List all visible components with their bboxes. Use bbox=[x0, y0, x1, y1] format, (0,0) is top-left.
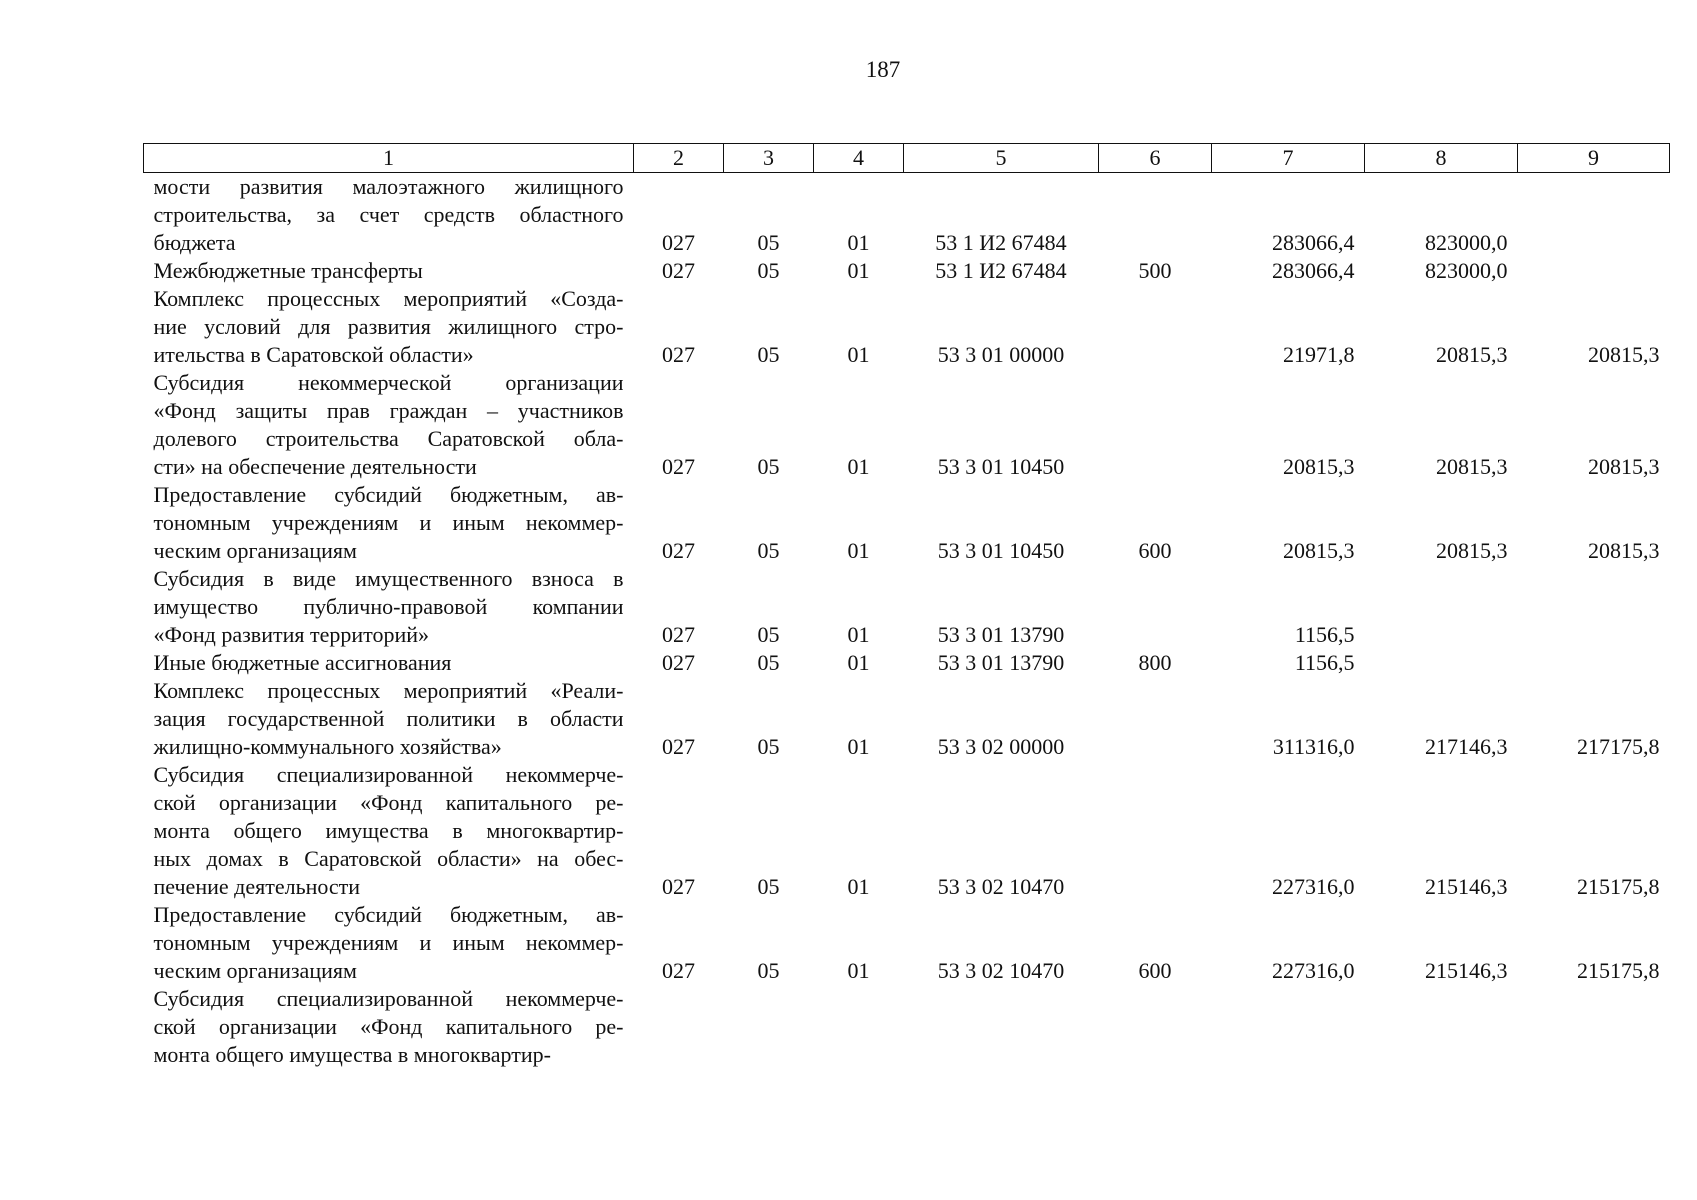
table-body bbox=[144, 173, 1670, 1070]
target-article-code: 53 3 01 13790 bbox=[937, 622, 1065, 647]
chapter-code: 027 bbox=[662, 622, 695, 647]
table-row bbox=[144, 649, 1670, 677]
expense-type-code bbox=[1099, 985, 1212, 1069]
page-number: 187 bbox=[865, 57, 901, 82]
description-line: «Фонд развития территорий» bbox=[153, 622, 429, 647]
section-code: 05 bbox=[757, 454, 780, 479]
amount-col-7: 1156,5 bbox=[1294, 622, 1355, 647]
target-article-code: 53 3 02 00000 bbox=[937, 734, 1065, 759]
description-line: Предоставление субсидий бюджетным, ав- bbox=[153, 482, 624, 507]
description-line: сти» на обеспечение деятельности bbox=[153, 454, 477, 479]
expense-type-code: 600 bbox=[1138, 958, 1172, 983]
section-code: 05 bbox=[757, 622, 780, 647]
section-code: 05 bbox=[757, 538, 780, 563]
budget-table-sheet bbox=[143, 143, 1669, 1069]
table-row bbox=[144, 173, 1670, 258]
description-line: Субсидия в виде имущественного взноса в bbox=[153, 566, 624, 591]
description-line: Субсидия некоммерческой организации bbox=[153, 370, 624, 395]
column-header-8: 8 bbox=[1365, 144, 1518, 173]
amount-col-7: 20815,3 bbox=[1283, 538, 1355, 563]
column-header-2: 2 bbox=[634, 144, 724, 173]
description-line: Субсидия специализированной некоммерче- bbox=[153, 762, 624, 787]
amount-col-9 bbox=[1518, 985, 1670, 1069]
description-line: жилищно-коммунального хозяйства» bbox=[153, 734, 502, 759]
column-header-1: 1 bbox=[144, 144, 634, 173]
description-line: строительства, за счет средств областного bbox=[153, 202, 624, 227]
section-code: 05 bbox=[757, 874, 780, 899]
column-header-6: 6 bbox=[1099, 144, 1212, 173]
amount-col-7: 227316,0 bbox=[1272, 958, 1355, 983]
row-description bbox=[144, 901, 634, 985]
description-line: зация государственной политики в области bbox=[153, 706, 624, 731]
amount-col-9: 215175,8 bbox=[1577, 958, 1660, 983]
amount-col-9: 20815,3 bbox=[1588, 342, 1660, 367]
description-line: «Фонд защиты прав граждан – участников bbox=[153, 398, 624, 423]
budget-table bbox=[143, 143, 1670, 1069]
subsection-code: 01 bbox=[847, 622, 870, 647]
table-row bbox=[144, 369, 1670, 481]
chapter-code: 027 bbox=[662, 734, 695, 759]
subsection-code: 01 bbox=[847, 342, 870, 367]
column-header-5: 5 bbox=[904, 144, 1099, 173]
row-description bbox=[144, 565, 634, 649]
description-line: ской организации «Фонд капитального ре- bbox=[153, 1014, 624, 1039]
row-description bbox=[144, 481, 634, 565]
chapter-code: 027 bbox=[662, 958, 695, 983]
column-header-9: 9 bbox=[1518, 144, 1670, 173]
description-line: ных домах в Саратовской области» на обес- bbox=[153, 846, 624, 871]
description-line: ительства в Саратовской области» bbox=[153, 342, 474, 367]
subsection-code bbox=[814, 985, 904, 1069]
description-line: ние условий для развития жилищного стро- bbox=[153, 314, 624, 339]
column-header-4: 4 bbox=[814, 144, 904, 173]
subsection-code: 01 bbox=[847, 454, 870, 479]
subsection-code: 01 bbox=[847, 538, 870, 563]
chapter-code: 027 bbox=[662, 258, 695, 283]
description-line: тономным учреждениям и иным некоммер- bbox=[153, 510, 624, 535]
expense-type-code: 500 bbox=[1138, 258, 1172, 283]
amount-col-9: 217175,8 bbox=[1577, 734, 1660, 759]
subsection-code: 01 bbox=[847, 258, 870, 283]
column-header-3: 3 bbox=[724, 144, 814, 173]
section-code: 05 bbox=[757, 650, 780, 675]
target-article-code: 53 3 01 00000 bbox=[937, 342, 1065, 367]
expense-type-code bbox=[1099, 369, 1212, 481]
chapter-code: 027 bbox=[662, 342, 695, 367]
amount-col-7: 1156,5 bbox=[1294, 650, 1355, 675]
table-row bbox=[144, 481, 1670, 565]
target-article-code: 53 1 И2 67484 bbox=[935, 230, 1067, 255]
description-line: Иные бюджетные ассигнования bbox=[153, 650, 452, 675]
table-row bbox=[144, 901, 1670, 985]
subsection-code: 01 bbox=[847, 958, 870, 983]
description-line: Комплекс процессных мероприятий «Созда- bbox=[153, 286, 624, 311]
target-article-code: 53 3 01 10450 bbox=[937, 538, 1065, 563]
amount-col-7 bbox=[1212, 985, 1365, 1069]
description-line: тономным учреждениям и иным некоммер- bbox=[153, 930, 624, 955]
section-code: 05 bbox=[757, 734, 780, 759]
row-description bbox=[144, 649, 634, 677]
chapter-code: 027 bbox=[662, 454, 695, 479]
target-article-code bbox=[904, 985, 1099, 1069]
amount-col-8: 20815,3 bbox=[1436, 342, 1508, 367]
table-row bbox=[144, 565, 1670, 649]
section-code: 05 bbox=[757, 342, 780, 367]
description-line: бюджета bbox=[153, 230, 236, 255]
row-description bbox=[144, 761, 634, 901]
amount-col-8: 823000,0 bbox=[1425, 258, 1508, 283]
target-article-code: 53 3 02 10470 bbox=[937, 958, 1065, 983]
description-line: Комплекс процессных мероприятий «Реали- bbox=[153, 678, 624, 703]
amount-col-8 bbox=[1365, 649, 1518, 677]
target-article-code: 53 3 02 10470 bbox=[937, 874, 1065, 899]
table-row bbox=[144, 761, 1670, 901]
amount-col-9: 215175,8 bbox=[1577, 874, 1660, 899]
target-article-code: 53 1 И2 67484 bbox=[935, 258, 1067, 283]
expense-type-code: 600 bbox=[1138, 538, 1172, 563]
chapter-code: 027 bbox=[662, 874, 695, 899]
column-header-7: 7 bbox=[1212, 144, 1365, 173]
description-line: мости развития малоэтажного жилищного bbox=[153, 174, 624, 199]
row-description bbox=[144, 285, 634, 369]
section-code: 05 bbox=[757, 258, 780, 283]
description-line: монта общего имущества в многоквартир- bbox=[153, 1042, 551, 1067]
description-line: имущество публично-правовой компании bbox=[153, 594, 624, 619]
subsection-code: 01 bbox=[847, 734, 870, 759]
description-line: Субсидия специализированной некоммерче- bbox=[153, 986, 624, 1011]
table-header bbox=[144, 144, 1670, 173]
chapter-code bbox=[634, 985, 724, 1069]
amount-col-9 bbox=[1518, 565, 1670, 649]
description-line: ческим организациям bbox=[153, 958, 357, 983]
description-line: монта общего имущества в многоквартир- bbox=[153, 818, 624, 843]
section-code: 05 bbox=[757, 230, 780, 255]
description-line: Предоставление субсидий бюджетным, ав- bbox=[153, 902, 624, 927]
row-description bbox=[144, 173, 634, 258]
subsection-code: 01 bbox=[847, 230, 870, 255]
amount-col-8: 215146,3 bbox=[1425, 874, 1508, 899]
amount-col-8 bbox=[1365, 565, 1518, 649]
amount-col-9: 20815,3 bbox=[1588, 538, 1660, 563]
table-row bbox=[144, 677, 1670, 761]
amount-col-7: 311316,0 bbox=[1272, 734, 1355, 759]
amount-col-8: 215146,3 bbox=[1425, 958, 1508, 983]
amount-col-8: 217146,3 bbox=[1425, 734, 1508, 759]
subsection-code: 01 bbox=[847, 874, 870, 899]
amount-col-8: 823000,0 bbox=[1425, 230, 1508, 255]
table-row bbox=[144, 285, 1670, 369]
subsection-code: 01 bbox=[847, 650, 870, 675]
amount-col-8: 20815,3 bbox=[1436, 454, 1508, 479]
expense-type-code bbox=[1099, 677, 1212, 761]
table-row bbox=[144, 257, 1670, 285]
description-line: долевого строительства Саратовской обла- bbox=[153, 426, 624, 451]
description-line: печение деятельности bbox=[153, 874, 361, 899]
header-row bbox=[144, 144, 1670, 173]
amount-col-7: 21971,8 bbox=[1283, 342, 1355, 367]
description-line: ской организации «Фонд капитального ре- bbox=[153, 790, 624, 815]
amount-col-9 bbox=[1518, 649, 1670, 677]
row-description bbox=[144, 985, 634, 1069]
amount-col-8: 20815,3 bbox=[1436, 538, 1508, 563]
chapter-code: 027 bbox=[662, 650, 695, 675]
amount-col-9: 20815,3 bbox=[1588, 454, 1660, 479]
target-article-code: 53 3 01 13790 bbox=[937, 650, 1065, 675]
row-description bbox=[144, 677, 634, 761]
amount-col-9 bbox=[1518, 257, 1670, 285]
amount-col-7: 227316,0 bbox=[1272, 874, 1355, 899]
amount-col-9 bbox=[1518, 173, 1670, 258]
expense-type-code bbox=[1099, 565, 1212, 649]
target-article-code: 53 3 01 10450 bbox=[937, 454, 1065, 479]
expense-type-code bbox=[1099, 285, 1212, 369]
row-description bbox=[144, 257, 634, 285]
expense-type-code bbox=[1099, 761, 1212, 901]
row-description bbox=[144, 369, 634, 481]
amount-col-7: 283066,4 bbox=[1272, 258, 1355, 283]
amount-col-7: 20815,3 bbox=[1283, 454, 1355, 479]
amount-col-7: 283066,4 bbox=[1272, 230, 1355, 255]
chapter-code: 027 bbox=[662, 230, 695, 255]
section-code: 05 bbox=[757, 958, 780, 983]
expense-type-code bbox=[1099, 173, 1212, 258]
expense-type-code: 800 bbox=[1138, 650, 1172, 675]
chapter-code: 027 bbox=[662, 538, 695, 563]
amount-col-8 bbox=[1365, 985, 1518, 1069]
description-line: ческим организациям bbox=[153, 538, 357, 563]
section-code bbox=[724, 985, 814, 1069]
table-row bbox=[144, 985, 1670, 1069]
description-line: Межбюджетные трансферты bbox=[153, 258, 423, 283]
